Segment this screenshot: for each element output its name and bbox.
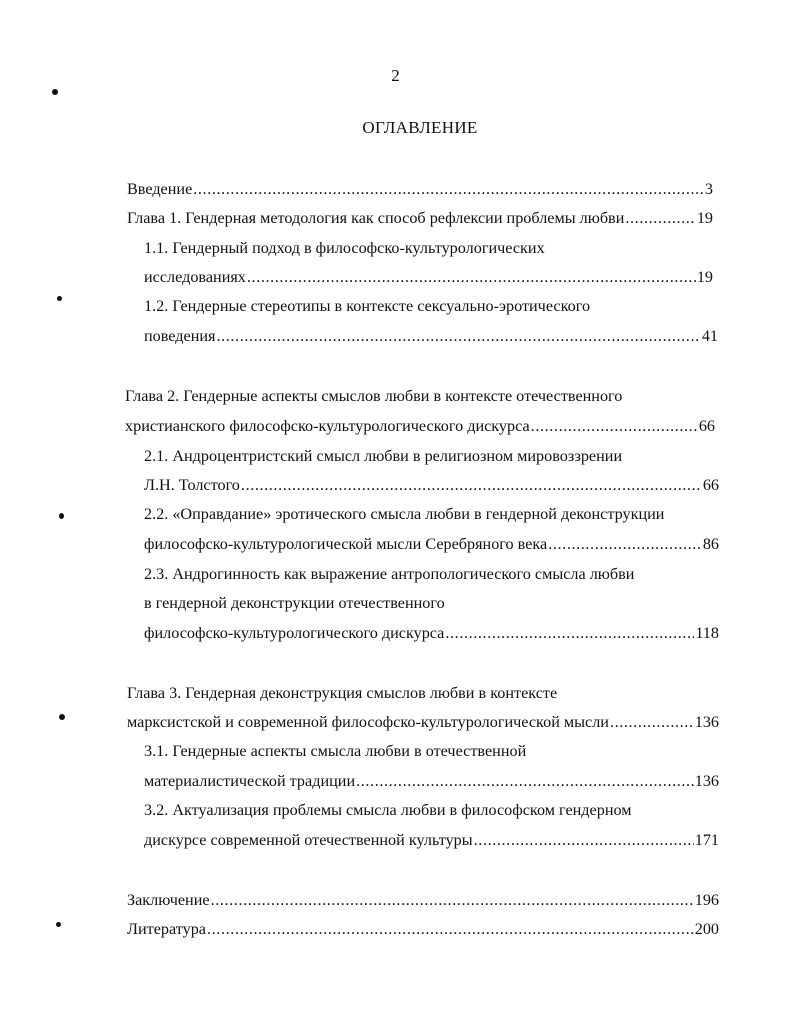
- toc-entry-2-3: [144, 563, 634, 585]
- toc-entry-page: 19: [696, 209, 713, 227]
- toc-dot-leader: [241, 474, 702, 496]
- margin-mark: [59, 714, 65, 720]
- toc-dot-leader: [247, 266, 696, 288]
- toc-entry-title: Литература: [127, 920, 206, 938]
- toc-entry-title: 2.3. Андрогинность как выражение антропологического смысла любви: [144, 565, 635, 583]
- toc-dot-leader: [216, 325, 700, 347]
- toc-entry-title: 3.2. Актуализация проблемы смысла любви в философском гендерном: [144, 801, 632, 819]
- toc-entry-3-1: [144, 740, 526, 762]
- toc-entry-title: Введение: [127, 180, 193, 198]
- toc-entry-title: философско-культурологической мысли Серебряного века: [144, 535, 548, 553]
- toc-entry-page: 171: [694, 831, 719, 849]
- toc-entry-1-2-cont: [144, 325, 718, 347]
- toc-entry-page: 41: [701, 327, 718, 345]
- page-number: 2: [391, 66, 400, 85]
- toc-entry-title: дискурсе современной отечественной культуры: [144, 831, 473, 849]
- toc-entry-page: 66: [698, 417, 715, 435]
- toc-entry-2-1-cont: [144, 474, 719, 496]
- toc-entry-page: 136: [694, 713, 719, 731]
- toc-dot-leader: [193, 178, 704, 200]
- toc-entry-chapter-2-cont: [125, 415, 715, 437]
- toc-entry-3-1-cont: [144, 770, 719, 792]
- toc-entry-chapter-3-cont: [127, 711, 719, 733]
- toc-entry-2-3-cont2: [144, 622, 719, 644]
- toc-entry-page: 66: [702, 476, 719, 494]
- toc-entry-2-3-cont: [144, 592, 445, 614]
- toc-dot-leader: [610, 711, 694, 733]
- toc-entry-2-1: [144, 445, 622, 467]
- toc-entry-chapter-2: [125, 385, 622, 407]
- toc-entry-title: христианского философско-культурологического дискурса: [125, 417, 530, 435]
- toc-entry-title: поведения: [144, 327, 216, 345]
- toc-entry-page: 118: [695, 624, 719, 642]
- toc-entry-title: 2.2. «Оправдание» эротического смысла любви в гендерной деконструкции: [144, 505, 665, 523]
- toc-entry-title: исследованиях: [144, 268, 246, 286]
- toc-entry-title: 3.1. Гендерные аспекты смысла любви в отечественной: [144, 742, 527, 760]
- toc-entry-title: Глава 3. Гендерная деконструкция смыслов любви в контексте: [127, 684, 558, 702]
- toc-entry-2-2-cont: [144, 533, 719, 555]
- toc-entry-chapter-1: [127, 207, 713, 229]
- page-title: ОГЛАВЛЕНИЕ: [362, 118, 478, 137]
- toc-entry-1-2: [144, 295, 590, 317]
- toc-entry-title: Глава 1. Гендерная методология как способ рефлексии проблемы любви: [127, 209, 625, 227]
- toc-entry-title: Л.Н. Толстого: [144, 476, 240, 494]
- toc-dot-leader: [445, 622, 694, 644]
- toc-entry-literature: [127, 918, 719, 940]
- toc-entry-conclusion: [127, 889, 719, 911]
- toc-dot-leader: [531, 415, 698, 437]
- toc-entry-chapter-3: [127, 682, 557, 704]
- toc-entry-title: материалистической традиции: [144, 772, 356, 790]
- toc-entry-intro: [127, 178, 713, 200]
- toc-dot-leader: [548, 533, 702, 555]
- toc-dot-leader: [625, 207, 695, 229]
- toc-entry-title: 1.1. Гендерный подход в философско-культурологических: [144, 239, 545, 257]
- toc-entry-title: 1.2. Гендерные стереотипы в контексте сексуально-эротического: [144, 297, 591, 315]
- toc-entry-1-1: [144, 237, 545, 259]
- margin-mark: [52, 89, 58, 95]
- toc-dot-leader: [356, 770, 694, 792]
- toc-dot-leader: [211, 889, 694, 911]
- toc-entry-title: марксистской и современной философско-культурологической мысли: [127, 713, 609, 731]
- toc-entry-page: 3: [704, 180, 713, 198]
- toc-entry-title: Глава 2. Гендерные аспекты смыслов любви в контексте отечественного: [125, 387, 623, 405]
- toc-entry-1-1-cont: [144, 266, 713, 288]
- toc-entry-page: 136: [694, 772, 719, 790]
- toc-entry-page: 86: [702, 535, 719, 553]
- toc-entry-page: 19: [696, 268, 713, 286]
- toc-entry-title: 2.1. Андроцентристский смысл любви в религиозном мировоззрении: [144, 447, 623, 465]
- toc-entry-3-2-cont: [144, 829, 719, 851]
- toc-entry-title: философско-культурологического дискурса: [144, 624, 445, 642]
- toc-dot-leader: [474, 829, 694, 851]
- margin-mark: [59, 513, 64, 519]
- toc-entry-title: в гендерной деконструкции отечественного: [144, 594, 445, 612]
- margin-mark: [56, 922, 61, 927]
- toc-dot-leader: [207, 918, 694, 940]
- toc-entry-title: Заключение: [127, 891, 210, 909]
- toc-entry-page: 200: [694, 920, 719, 938]
- margin-mark: [57, 296, 62, 301]
- toc-entry-2-2: [144, 503, 664, 525]
- toc-entry-page: 196: [694, 891, 719, 909]
- toc-entry-3-2: [144, 799, 632, 821]
